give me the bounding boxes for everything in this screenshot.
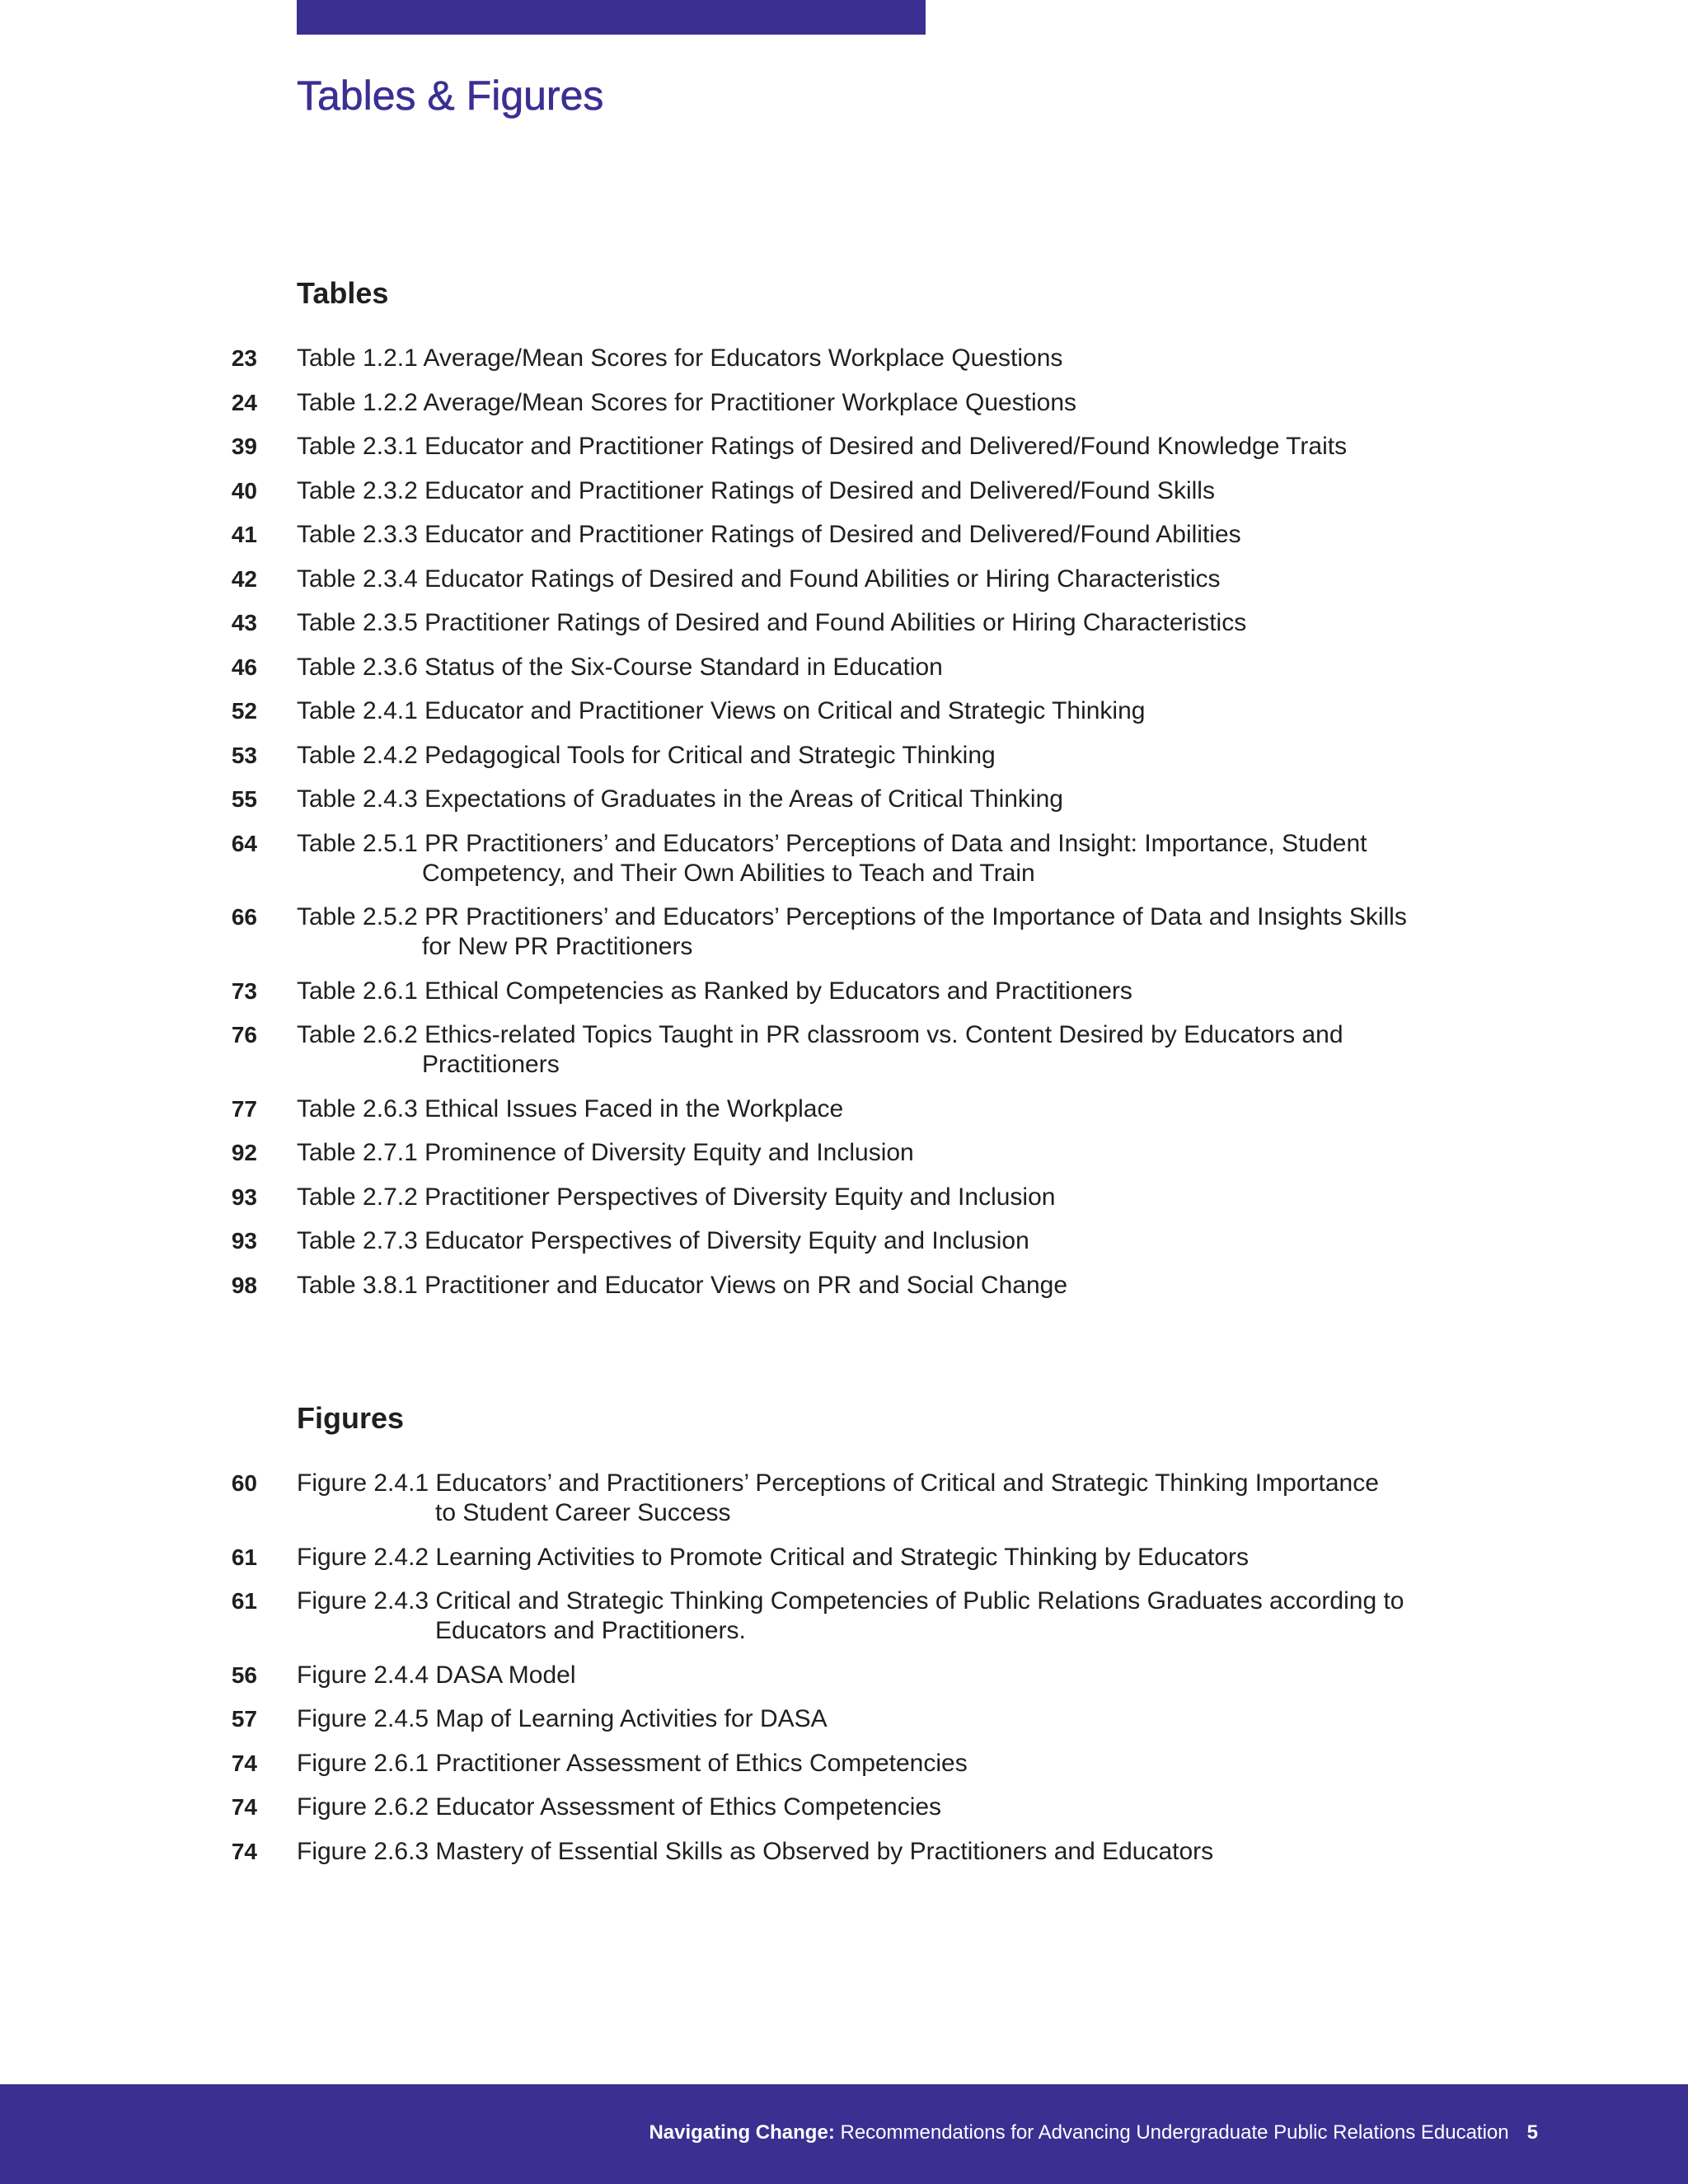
table-page-number: 64 (231, 830, 257, 856)
table-title-line: Table 2.5.1 PR Practitioners’ and Educators’ Perceptions of Data and Insight: Importance, Student (297, 829, 1367, 857)
figure-title (297, 1837, 1426, 1867)
table-title-line: Practitioners (422, 1051, 560, 1078)
table-page-number: 42 (231, 565, 257, 592)
table-title (297, 741, 1426, 771)
table-page-number: 53 (231, 742, 257, 768)
table-title-line: Table 2.3.1 Educator and Practitioner Ratings of Desired and Delivered/Found Knowledge Traits (297, 433, 1348, 460)
table-title-line: Table 2.5.2 PR Practitioners’ and Educators’ Perceptions of the Importance of Data and Insights Skills (297, 903, 1407, 930)
table-title-line: Table 1.2.1 Average/Mean Scores for Educators Workplace Questions (297, 344, 1063, 372)
figure-title (297, 1469, 1426, 1528)
figure-title (297, 1661, 1426, 1690)
top-accent-bar (297, 0, 926, 35)
table-title (297, 696, 1426, 726)
table-page-number: 55 (231, 786, 257, 812)
figure-title (297, 1586, 1426, 1646)
table-page-number: 76 (231, 1022, 257, 1047)
table-page-number: 39 (231, 434, 257, 459)
table-title (297, 902, 1426, 962)
table-title (297, 1138, 1426, 1168)
table-page-number: 98 (231, 1272, 257, 1298)
figure-title (297, 1793, 1426, 1822)
table-title-line: Table 2.4.1 Educator and Practitioner Views on Critical and Strategic Thinking (297, 697, 1146, 724)
table-page-number: 41 (231, 522, 257, 547)
table-title (297, 432, 1426, 462)
table-page-number: 24 (231, 389, 257, 415)
table-page-number: 66 (231, 904, 257, 930)
figure-title-line: to Student Career Success (435, 1499, 731, 1526)
table-page-number: 23 (231, 345, 257, 371)
table-title-line: Table 2.3.2 Educator and Practitioner Ratings of Desired and Delivered/Found Skills (297, 476, 1215, 504)
table-page-number: 77 (231, 1095, 257, 1122)
table-title (297, 388, 1426, 418)
table-page-number: 46 (231, 654, 257, 680)
figure-title-line: Educators and Practitioners. (435, 1617, 746, 1644)
figure-page-number: 60 (231, 1470, 257, 1496)
figure-title-line: Figure 2.4.5 Map of Learning Activities for DASA (297, 1705, 828, 1732)
footer-page-number: 5 (1526, 2121, 1538, 2144)
figure-title-line: Figure 2.4.3 Critical and Strategic Thinking Competencies of Public Relations Graduates according to (297, 1587, 1404, 1615)
table-title (297, 785, 1426, 814)
table-title-line: Table 2.3.6 Status of the Six-Course Standard in Education (297, 653, 943, 681)
table-page-number: 43 (231, 610, 257, 635)
figure-page-number: 61 (231, 1544, 257, 1570)
table-title (297, 520, 1426, 550)
figure-title (297, 1543, 1426, 1572)
figure-title-line: Figure 2.6.1 Practitioner Assessment of Ethics Competencies (297, 1749, 968, 1777)
table-page-number: 92 (231, 1140, 257, 1165)
table-title-line: Table 3.8.1 Practitioner and Educator Views on PR and Social Change (297, 1271, 1068, 1299)
table-title (297, 1094, 1426, 1124)
table-title-line: Table 2.6.2 Ethics-related Topics Taught in PR classroom vs. Content Desired by Educators and (297, 1021, 1343, 1048)
figure-page-number: 57 (231, 1706, 257, 1732)
table-title (297, 829, 1426, 888)
table-page-number: 40 (231, 477, 257, 504)
table-title-line: Table 2.3.4 Educator Ratings of Desired and Found Abilities or Hiring Characteristics (297, 565, 1221, 593)
table-title (297, 1183, 1426, 1212)
figure-title (297, 1749, 1426, 1779)
table-title (297, 1226, 1426, 1256)
table-title-line: Table 2.4.2 Pedagogical Tools for Critical and Strategic Thinking (297, 741, 996, 769)
figure-page-number: 74 (231, 1838, 257, 1864)
table-page-number: 93 (231, 1183, 257, 1210)
table-title-line: Table 2.4.3 Expectations of Graduates in the Areas of Critical Thinking (297, 785, 1063, 813)
table-title (297, 1020, 1426, 1080)
table-page-number: 73 (231, 977, 257, 1004)
table-title-line: Table 1.2.2 Average/Mean Scores for Practitioner Workplace Questions (297, 388, 1077, 416)
figure-page-number: 56 (231, 1661, 257, 1688)
figure-title-line: Figure 2.4.4 DASA Model (297, 1661, 576, 1689)
figure-title-line: Figure 2.4.2 Learning Activities to Promote Critical and Strategic Thinking by Educators (297, 1543, 1250, 1571)
footer-bar (0, 2084, 1688, 2184)
tables-heading: Tables (297, 276, 389, 310)
table-title-line: Table 2.7.3 Educator Perspectives of Diversity Equity and Inclusion (297, 1227, 1029, 1254)
figure-page-number: 74 (231, 1794, 257, 1820)
table-title (297, 653, 1426, 682)
table-title (297, 977, 1426, 1006)
table-title (297, 476, 1426, 506)
figure-page-number: 74 (231, 1750, 257, 1776)
footer-publication-title: Navigating Change: (649, 2121, 835, 2144)
table-title-line: Table 2.6.1 Ethical Competencies as Ranked by Educators and Practitioners (297, 977, 1132, 1005)
figure-title (297, 1704, 1426, 1734)
figure-title-line: Figure 2.4.1 Educators’ and Practitioners’ Perceptions of Critical and Strategic Thinking Importance (297, 1469, 1379, 1497)
figure-title-line: Figure 2.6.2 Educator Assessment of Ethics Competencies (297, 1793, 942, 1821)
page-title: Tables & Figures (297, 73, 604, 119)
table-page-number: 52 (231, 698, 257, 724)
table-title-line: Competency, and Their Own Abilities to Teach and Train (422, 859, 1035, 887)
table-title-line: Table 2.6.3 Ethical Issues Faced in the Workplace (297, 1094, 844, 1122)
footer-publication-subtitle: Recommendations for Advancing Undergraduate Public Relations Education (834, 2121, 1509, 2144)
table-title (297, 608, 1426, 638)
table-title-line: Table 2.7.1 Prominence of Diversity Equity and Inclusion (297, 1139, 914, 1166)
table-title (297, 1271, 1426, 1301)
table-title-line: Table 2.3.3 Educator and Practitioner Ratings of Desired and Delivered/Found Abilities (297, 521, 1241, 548)
table-title-line: Table 2.7.2 Practitioner Perspectives of Diversity Equity and Inclusion (297, 1183, 1056, 1211)
table-title (297, 565, 1426, 594)
table-title (297, 344, 1426, 373)
table-title-line: Table 2.3.5 Practitioner Ratings of Desired and Found Abilities or Hiring Characteristics (297, 609, 1247, 636)
table-title-line: for New PR Practitioners (422, 933, 693, 960)
figure-page-number: 61 (231, 1588, 257, 1614)
footer-text (649, 2120, 1538, 2146)
figure-title-line: Figure 2.6.3 Mastery of Essential Skills as Observed by Practitioners and Educators (297, 1837, 1214, 1865)
figures-heading: Figures (297, 1401, 405, 1435)
table-page-number: 93 (231, 1228, 257, 1254)
